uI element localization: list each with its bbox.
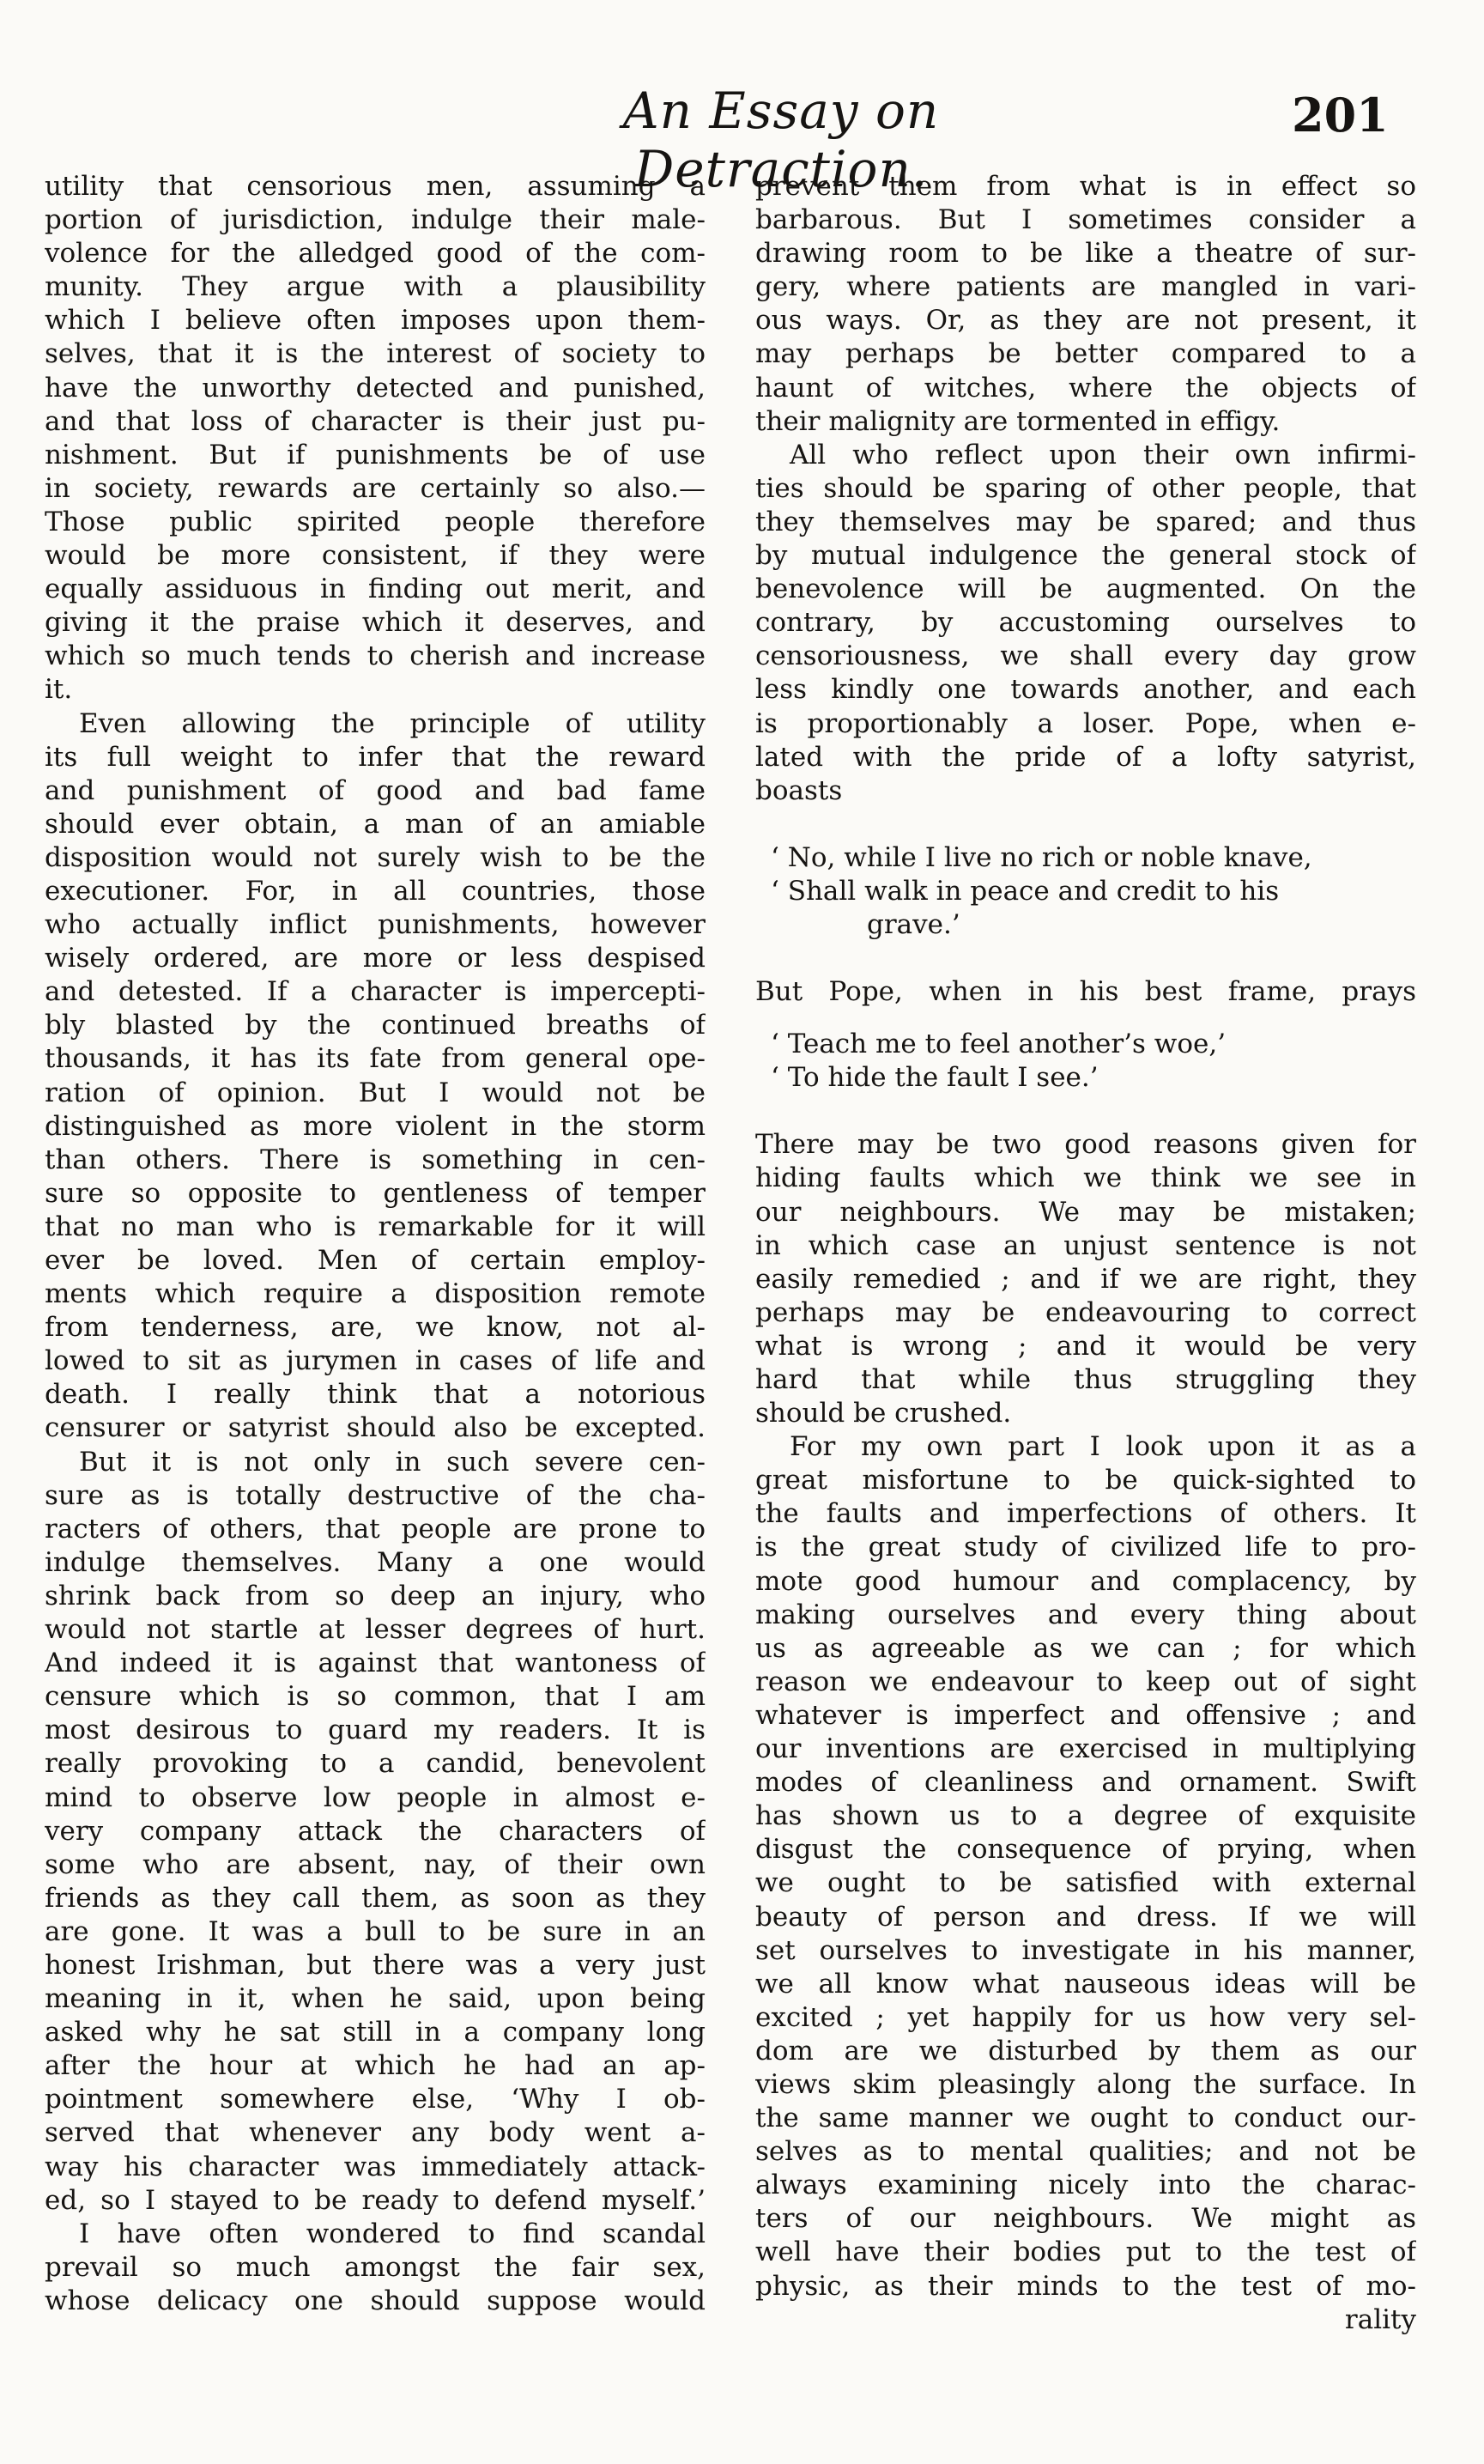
text-line: by mutual indulgence the general stock of <box>755 540 1416 572</box>
text-line: haunt of witches, where the objects of <box>755 372 1416 404</box>
text-line: Those public spirited people therefore <box>45 506 706 537</box>
text-line: whose delicacy one should suppose would <box>45 2285 706 2316</box>
text-line: asked why he sat still in a company long <box>45 2017 706 2048</box>
text-line: censoriousness, we shall every day grow <box>755 640 1416 672</box>
text-line: executioner. For, in all countries, those <box>45 875 706 907</box>
text-line: And indeed it is against that wantoness of <box>45 1648 706 1679</box>
text-line: they themselves may be spared; and thus <box>755 506 1416 537</box>
text-line: well have their bodies put to the test of <box>755 2236 1416 2268</box>
line-space <box>755 1095 1416 1128</box>
text-line: should ever obtain, a man of an amiable <box>45 808 706 840</box>
text-line: mote good humour and complacency, by <box>755 1565 1416 1597</box>
text-line: friends as they call them, as soon as they <box>45 1882 706 1914</box>
text-line: ties should be sparing of other people, that <box>755 472 1416 504</box>
page-number: 201 <box>1292 88 1389 143</box>
text-line: contrary, by accustoming ourselves to <box>755 607 1416 639</box>
text-line: would be more consistent, if they were <box>45 540 706 572</box>
text-line: in society, rewards are certainly so also.— <box>45 472 706 504</box>
verse-line: ‘ To hide the fault I see.’ <box>771 1062 1099 1094</box>
text-line: we ought to be satisfied with external <box>755 1867 1416 1899</box>
text-line: most desirous to guard my readers. It is <box>45 1714 706 1746</box>
text-line: has shown us to a degree of exquisite <box>755 1800 1416 1832</box>
text-line: volence for the alledged good of the com- <box>45 238 706 270</box>
text-line: gery, where patients are mangled in vari- <box>755 271 1416 303</box>
text-line: ed, so I stayed to be ready to defend myself.’ <box>45 2184 706 2216</box>
text-line: meaning in it, when he said, upon being <box>45 1983 706 2015</box>
text-line: from tenderness, are, we know, not al- <box>45 1312 706 1344</box>
text-line: some who are absent, nay, of their own <box>45 1848 706 1880</box>
text-line: have the unworthy detected and punished, <box>45 372 706 404</box>
text-line: the same manner we ought to conduct our- <box>755 2103 1416 2134</box>
text-line: death. I really think that a notorious <box>45 1379 706 1411</box>
text-line: beauty of person and dress. If we will <box>755 1901 1416 1933</box>
text-line: nishment. But if punishments be of use <box>45 439 706 470</box>
text-line: giving it the praise which it deserves, and <box>45 607 706 639</box>
text-line: shrink back from so deep an injury, who <box>45 1580 706 1611</box>
text-line: excited ; yet happily for us how very sel- <box>755 2001 1416 2033</box>
text-line: our inventions are exercised in multiplying <box>755 1733 1416 1765</box>
text-line: making ourselves and every thing about <box>755 1599 1416 1630</box>
text-line: we all know what nauseous ideas will be <box>755 1968 1416 2000</box>
text-line: selves, that it is the interest of society to <box>45 338 706 370</box>
line-space <box>755 942 1416 975</box>
text-line: thousands, it has its fate from general ope- <box>45 1043 706 1075</box>
text-line: lated with the pride of a lofty satyrist, <box>755 741 1416 773</box>
text-line: censure which is so common, that I am <box>45 1681 706 1713</box>
text-line: always examining nicely into the charac- <box>755 2170 1416 2201</box>
text-line: But Pope, when in his best frame, prays <box>755 976 1416 1008</box>
text-line: munity. They argue with a plausibility <box>45 271 706 303</box>
text-line: indulge themselves. Many a one would <box>45 1546 706 1578</box>
text-line: disgust the consequence of prying, when <box>755 1834 1416 1866</box>
text-line: and detested. If a character is impercepti- <box>45 976 706 1008</box>
text-line: prevail so much amongst the fair sex, <box>45 2251 706 2283</box>
text-line: and that loss of character is their just pu- <box>45 405 706 437</box>
text-line: would not startle at lesser degrees of hurt. <box>45 1614 706 1646</box>
text-line: perhaps may be endeavouring to correct <box>755 1296 1416 1328</box>
text-line: set ourselves to investigate in his manner, <box>755 1934 1416 1966</box>
text-line: hiding faults which we think we see in <box>755 1162 1416 1194</box>
text-line: reason we endeavour to keep out of sight <box>755 1666 1416 1697</box>
text-line: mind to observe low people in almost e- <box>45 1781 706 1813</box>
text-line: prevent them from what is in effect so <box>755 171 1416 202</box>
text-line: are gone. It was a bull to be sure in an <box>45 1915 706 1947</box>
text-line: served that whenever any body went a- <box>45 2117 706 2149</box>
text-line: than others. There is something in cen- <box>45 1144 706 1175</box>
text-line: censurer or satyrist should also be excepted. <box>45 1412 706 1444</box>
text-line: whatever is imperfect and offensive ; and <box>755 1699 1416 1731</box>
text-line: wisely ordered, are more or less despised <box>45 943 706 974</box>
text-line: hard that while thus struggling they <box>755 1364 1416 1395</box>
text-line: sure so opposite to gentleness of temper <box>45 1177 706 1209</box>
verse-line: ‘ Shall walk in peace and credit to his <box>771 875 1280 907</box>
verse-line: grave.’ <box>867 908 960 940</box>
text-line: But it is not only in such severe cen- <box>79 1446 706 1478</box>
text-line: us as agreeable as we can ; for which <box>755 1632 1416 1664</box>
text-line: way his character was immediately attack- <box>45 2151 706 2182</box>
text-line: which so much tends to cherish and increase <box>45 640 706 672</box>
text-line: ever be loved. Men of certain employ- <box>45 1245 706 1276</box>
text-line: in which case an unjust sentence is not <box>755 1229 1416 1261</box>
running-title: An Essay on Detraction. <box>622 82 940 198</box>
text-line: very company attack the characters of <box>45 1815 706 1847</box>
text-line: racters of others, that people are prone to <box>45 1513 706 1545</box>
text-line: dom are we disturbed by them as our <box>755 2035 1416 2066</box>
text-line: selves as to mental qualities; and not be <box>755 2136 1416 2168</box>
text-line: may perhaps be better compared to a <box>755 338 1416 370</box>
verse-line: ‘ Teach me to feel another’s woe,’ <box>771 1029 1227 1060</box>
right-column <box>755 170 1416 2337</box>
text-line: that no man who is remarkable for it will <box>45 1211 706 1242</box>
text-line: distinguished as more violent in the storm <box>45 1110 706 1142</box>
text-line: is the great study of civilized life to pro- <box>755 1532 1416 1563</box>
line-space <box>755 808 1416 841</box>
verse-line: ‘ No, while I live no rich or noble knave, <box>771 841 1312 873</box>
text-line: equally assiduous in finding out merit, and <box>45 574 706 605</box>
text-line: ous ways. Or, as they are not present, it <box>755 305 1416 337</box>
text-line: bly blasted by the continued breaths of <box>45 1010 706 1041</box>
text-line: who actually inflict punishments, however <box>45 909 706 941</box>
text-line: modes of cleanliness and ornament. Swift <box>755 1767 1416 1799</box>
text-line: easily remedied ; and if we are right, they <box>755 1263 1416 1295</box>
text-line: There may be two good reasons given for <box>755 1129 1416 1161</box>
text-line: and punishment of good and bad fame <box>45 774 706 806</box>
text-line: our neighbours. We may be mistaken; <box>755 1196 1416 1228</box>
text-line: ration of opinion. But I would not be <box>45 1077 706 1108</box>
left-column <box>45 170 706 2318</box>
text-line: what is wrong ; and it would be very <box>755 1330 1416 1362</box>
text-line: Even allowing the principle of utility <box>79 707 706 739</box>
text-line: less kindly one towards another, and each <box>755 674 1416 706</box>
text-line: ments which require a disposition remote <box>45 1278 706 1310</box>
text-line: boasts <box>755 774 843 806</box>
text-line: is proportionably a loser. Pope, when e- <box>755 707 1416 739</box>
text-line: the faults and imperfections of others. It <box>755 1498 1416 1530</box>
text-line: disposition would not surely wish to be the <box>45 841 706 873</box>
text-line: their malignity are tormented in effigy. <box>755 405 1281 437</box>
text-line: its full weight to infer that the reward <box>45 741 706 773</box>
text-line: pointment somewhere else, ‘Why I ob- <box>45 2084 706 2115</box>
text-line: great misfortune to be quick-sighted to <box>755 1465 1416 1496</box>
text-line: should be crushed. <box>755 1398 1012 1429</box>
text-line: rality <box>1344 2303 1416 2335</box>
text-line: which I believe often imposes upon them- <box>45 305 706 337</box>
text-line: after the hour at which he had an ap- <box>45 2050 706 2082</box>
text-line: drawing room to be like a theatre of sur- <box>755 238 1416 270</box>
text-line: it. <box>45 674 73 706</box>
text-line: sure as is totally destructive of the cha- <box>45 1479 706 1511</box>
text-line: honest Irishman, but there was a very just <box>45 1949 706 1981</box>
text-line: For my own part I look upon it as a <box>790 1431 1416 1463</box>
text-line: barbarous. But I sometimes consider a <box>755 204 1416 236</box>
text-line: utility that censorious men, assuming a <box>45 171 706 202</box>
text-line: benevolence will be augmented. On the <box>755 574 1416 605</box>
text-line: lowed to sit as jurymen in cases of life and <box>45 1345 706 1377</box>
text-line: views skim pleasingly along the surface. In <box>755 2068 1416 2100</box>
text-line: ters of our neighbours. We might as <box>755 2203 1416 2235</box>
text-line: really provoking to a candid, benevolent <box>45 1748 706 1780</box>
text-line: All who reflect upon their own infirmi- <box>790 439 1416 470</box>
line-space <box>755 1009 1416 1028</box>
text-line: physic, as their minds to the test of mo- <box>755 2270 1416 2302</box>
text-line: portion of jurisdiction, indulge their male- <box>45 204 706 236</box>
text-line: I have often wondered to find scandal <box>79 2218 706 2249</box>
